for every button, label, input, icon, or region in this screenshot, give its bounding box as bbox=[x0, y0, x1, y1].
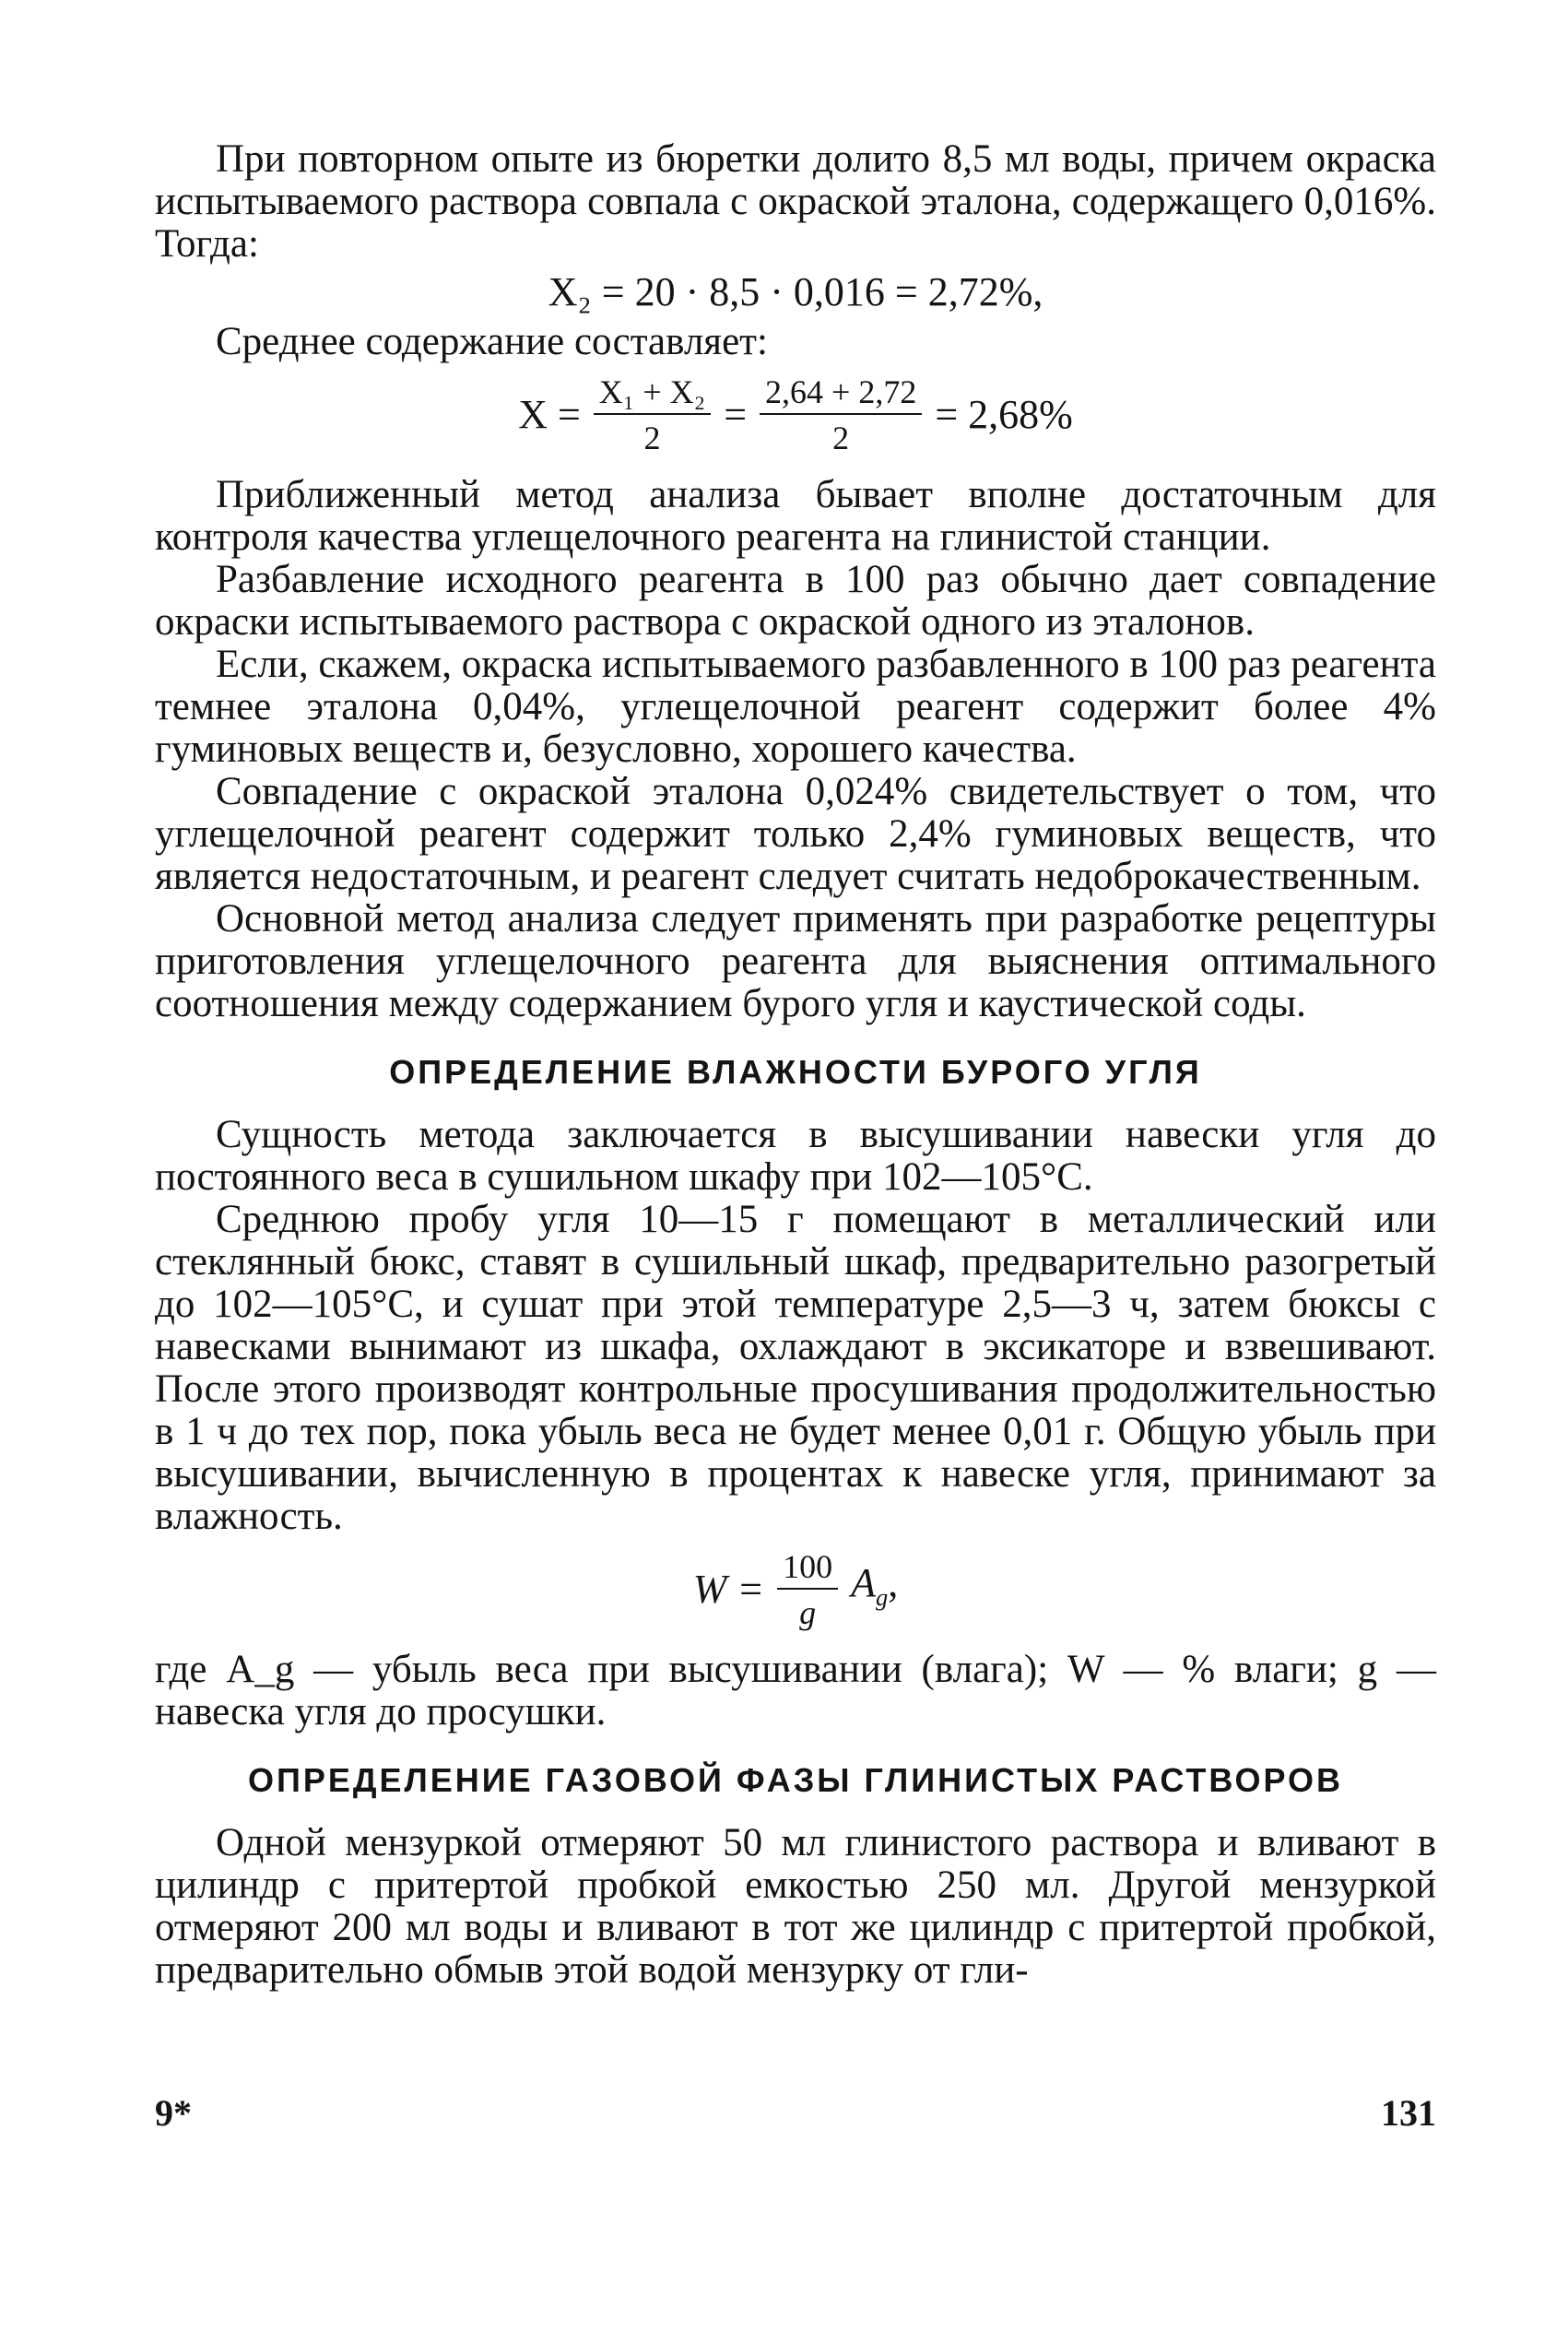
section-heading-gas-phase: ОПРЕДЕЛЕНИЕ ГАЗОВОЙ ФАЗЫ ГЛИНИСТЫХ РАСТВОРОВ bbox=[247, 1761, 1344, 1799]
fraction-denominator: 2 bbox=[832, 420, 850, 456]
formula-average bbox=[155, 373, 1436, 457]
paragraph-main-method: Основной метод анализа следует применять при разработке рецептуры приготовления углещелочного реагента для выяснения оптимального соотношения между содержанием бурого угля и каустической соды. bbox=[155, 897, 1436, 1025]
paragraph-dilution: Разбавление исходного реагента в 100 раз обычно дает совпадение окраски испытываемого раствора с окраской одного из эталонов. bbox=[155, 558, 1436, 644]
fraction-denominator: 2 bbox=[643, 420, 661, 456]
section-heading-coal-moisture: ОПРЕДЕЛЕНИЕ ВЛАЖНОСТИ БУРОГО УГЛЯ bbox=[389, 1053, 1202, 1091]
formula-moisture-rhs: $A_g$, bbox=[851, 1559, 899, 1611]
page-footer bbox=[155, 2091, 1436, 2135]
formula-average-rhs: = 2,68% bbox=[935, 392, 1073, 437]
paragraph-variable-definitions: где A_g — убыль веса при высушивании (влага); W — % влаги; g — навеска угля до просушки. bbox=[155, 1648, 1436, 1733]
paragraph-repeat-experiment: При повторном опыте из бюретки долито 8,5 мл воды, причем окраска испытываемого раствора совпала с окраской эталона, содержащего 0,016%. Тогда: bbox=[155, 137, 1436, 266]
formula-x2: X₂ = 20 · 8,5 · 0,016 = 2,72%, bbox=[548, 269, 1043, 314]
formula-moisture-lhs: W = bbox=[692, 1567, 765, 1612]
formula-average-equals: = bbox=[724, 392, 748, 437]
formula-moisture-fraction bbox=[777, 1547, 838, 1632]
paragraph-sample-procedure: Среднюю пробу угля 10—15 г помещают в металлический или стеклянный бюкс, ставят в сушильный шкаф, предварительно разогретый до 102—105°С, и сушат при этой температуре 2,5—3 ч, затем бюксы с навесками вынимают из шкафа, охлаждают в эксикаторе и взвешивают. После этого производят контрольные просушивания продолжительностью в 1 ч до тех пор, пока убыль веса не будет менее 0,01 г. Общую убыль при высушивании, вычисленную в процентах к навеске угля, принимают за влажность. bbox=[155, 1198, 1436, 1538]
page-number: 131 bbox=[1381, 2092, 1436, 2134]
formula-average-fraction-numeric bbox=[760, 373, 922, 457]
fraction-numerator: X₁ + X₂ bbox=[594, 373, 711, 415]
printer-signature: 9* bbox=[155, 2092, 192, 2134]
paragraph-average-content: Среднее содержание составляет: bbox=[216, 320, 768, 363]
formula-average-lhs: X = bbox=[518, 392, 581, 437]
paragraph-gas-phase-procedure: Одной мензуркой отмеряют 50 мл глинистого раствора и вливают в цилиндр с притертой пробкой емкостью 250 мл. Другой мензуркой отмеряют 200 мл воды и вливают в тот же цилиндр с притертой пробкой, предварительно обмыв этой водой мензурку от гли- bbox=[155, 1821, 1436, 1992]
paragraph-coincidence: Совпадение с окраской эталона 0,024% свидетельствует о том, что углещелочной реагент содержит только 2,4% гуминовых веществ, что является недостаточным, и реагент следует считать недоброкачественным. bbox=[155, 770, 1436, 898]
paragraph-approximate-method: Приближенный метод анализа бывает вполне достаточным для контроля качества углещелочного реагента на глинистой станции. bbox=[155, 473, 1436, 559]
fraction-numerator: 100 bbox=[777, 1547, 838, 1590]
formula-moisture bbox=[155, 1547, 1436, 1632]
formula-average-fraction-symbolic bbox=[594, 373, 711, 457]
fraction-denominator: g bbox=[799, 1594, 817, 1631]
paragraph-method-essence: Сущность метода заключается в высушивании навески угля до постоянного веса в сушильном шкафу при 102—105°С. bbox=[155, 1113, 1436, 1199]
paragraph-darker-than-standard: Если, скажем, окраска испытываемого разбавленного в 100 раз реагента темнее эталона 0,04%, углещелочной реагент содержит более 4% гуминовых веществ и, безусловно, хорошего качества. bbox=[155, 643, 1436, 771]
page-body bbox=[155, 138, 1436, 1992]
fraction-numerator: 2,64 + 2,72 bbox=[760, 373, 922, 415]
